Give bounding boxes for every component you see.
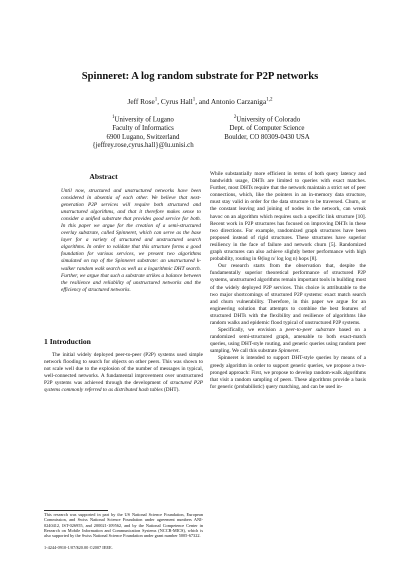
- affiliation-line: University of Lugano: [114, 116, 174, 124]
- author-name: Cyrus Hall: [160, 97, 193, 106]
- isbn-line: 1-4244-0910-1/07/$20.00 ©2007 IEEE.: [44, 545, 113, 550]
- author-sup: 1: [154, 97, 158, 103]
- body-paragraph: [210, 327, 366, 355]
- emphasis-text: Spinneret: [278, 348, 299, 355]
- affiliation-line: University of Colorado: [236, 116, 301, 124]
- emphasis-text: structured P2P systems commonly referred to as distributed hash tables: [44, 380, 203, 394]
- affiliation-sup: 1: [112, 115, 115, 120]
- affiliation-sup: 2: [233, 115, 237, 120]
- text-run: .: [298, 348, 300, 355]
- text-run: (DHT).: [162, 387, 180, 394]
- affiliation-lugano: [86, 114, 200, 151]
- affiliation-email: {jeffrey.rose,cyrus.hall}@lu.unisi.ch: [92, 142, 194, 150]
- author-and: and: [198, 97, 211, 106]
- footnote-rule: [44, 510, 108, 511]
- author-separator: ,: [157, 97, 161, 106]
- text-run: Specifically, we envision a: [218, 327, 286, 334]
- funding-footnote: This research was supported in part by the US National Science Foundation, European Commission, and Swiss National Science Foundation under agreement numbers ANI-0240412, IST-026955, and 200021-109562, and by the National Competence Center in Research on Mobile Information and Communication Systems (NCCR-MICS), which is also supported by the Swiss National Science Foundation under grant number 5005-67322.: [44, 512, 203, 539]
- abstract-text: Until now, structured and unstructured networks have been considered in absentia of each other. We believe that next-generation P2P services will require both structured and unstructured algorithms, and that it therefore makes sense to consider a unified substrate that provides good service for both. In this paper we argue for the creation of a semi-structured overlay substrate, called Spinneret, which can serve as the base layer for a variety of structured and unstructured search algorithms. In order to validate that this structure forms a good foundation for various services, we present two algorithms simulated on top of the Spinneret substrate: an unstructured k-walker random walk search as well as a logarithmic DHT search. Further, we argue that such a substrate strikes a balance between the resilience and reliability of unstructured networks and the efficiency of structured networks.: [61, 188, 201, 293]
- affiliation-colorado: [212, 114, 322, 142]
- author-sup: 1: [192, 97, 196, 103]
- introduction-heading: 1 Introduction: [44, 337, 91, 346]
- author-name: Jeff Rose: [127, 97, 155, 106]
- body-paragraph: Our research starts from the observation that, despite the fundamentally superior theoretical performance of structured P2P systems, unstructured algorithms remain important tools in building most of the widely deployed P2P services. This choice is attributable to the two major shortcomings of structured P2P systems: exact match search and churn vulnerability. Therefore, in this paper we argue for an engineering solution that attempts to combine the best features of structured DHTs with the flexibility and resilience of algorithms like random walks and epidemic flood typical of unstructured P2P systems.: [210, 263, 366, 326]
- text-run: The initial widely deployed peer-to-peer (P2P) systems used simple network flooding to search for objects on other peers. This was shown to not scale well due to the explosion of the number of messages in typical, well-connected networks. A fundamental improvement over unstructured P2P systems was achieved through the development of: [44, 352, 203, 387]
- body-paragraph: Spinneret is intended to support DHT-style queries by means of a greedy algorithm in order to support generic queries, we propose a two-pronged approach: First, we propose to develop random-walk algorithms that visit a random sampling of peers. These algorithms provide a basis for generic (probabilistic) query matching, and can be used in-: [210, 355, 366, 390]
- affiliation-line: 6900 Lugano, Switzerland: [106, 133, 180, 141]
- author-sup: 1,2: [266, 97, 273, 103]
- introduction-paragraph: [44, 352, 203, 395]
- author-list: [0, 97, 400, 106]
- body-paragraph: While substantially more efficient in terms of both query latency and bandwidth usage, DHTs are limited to queries with exact matches. Further, most DHTs require that the network maintain a strict set of peer connections, which, like the pointers in an in-memory data structure, must stay valid in order for the data structure to be traversed. Churn, or the constant leaving and joining of nodes in the network, can wreak havoc on an algorithm which requires such a specific link structure [10]. Recent work in P2P structures has focused on improving DHTs in these two directions. For example, randomized graph structures have been proposed instead of rigid structures. These structures have superior resiliency in the face of failure and network churn [5]. Randomized graph structures can also achieve slightly better performance with high probability, routing in Θ(log n/ log log n) hops [8].: [210, 171, 366, 263]
- affiliation-line: Dept. of Computer Science: [229, 125, 305, 132]
- affiliation-line: Boulder, CO 80309-0430 USA: [224, 133, 310, 141]
- author-name: Antonio Carzaniga: [210, 97, 267, 106]
- emphasis-text: peer-to-peer substrate: [285, 327, 336, 334]
- author-separator: ,: [195, 97, 199, 106]
- abstract-heading: Abstract: [89, 172, 118, 181]
- text-run: based on a randomized semi-structured graph, amenable to both exact-match queries, using DHT-style routing, and generic queries using random peer sampling. We call this substrate: [210, 327, 366, 355]
- paper-title: Spinneret: A log random substrate for P2P networks: [81, 71, 319, 82]
- right-column: [210, 171, 366, 391]
- affiliation-line: Faculty of Informatics: [112, 125, 174, 132]
